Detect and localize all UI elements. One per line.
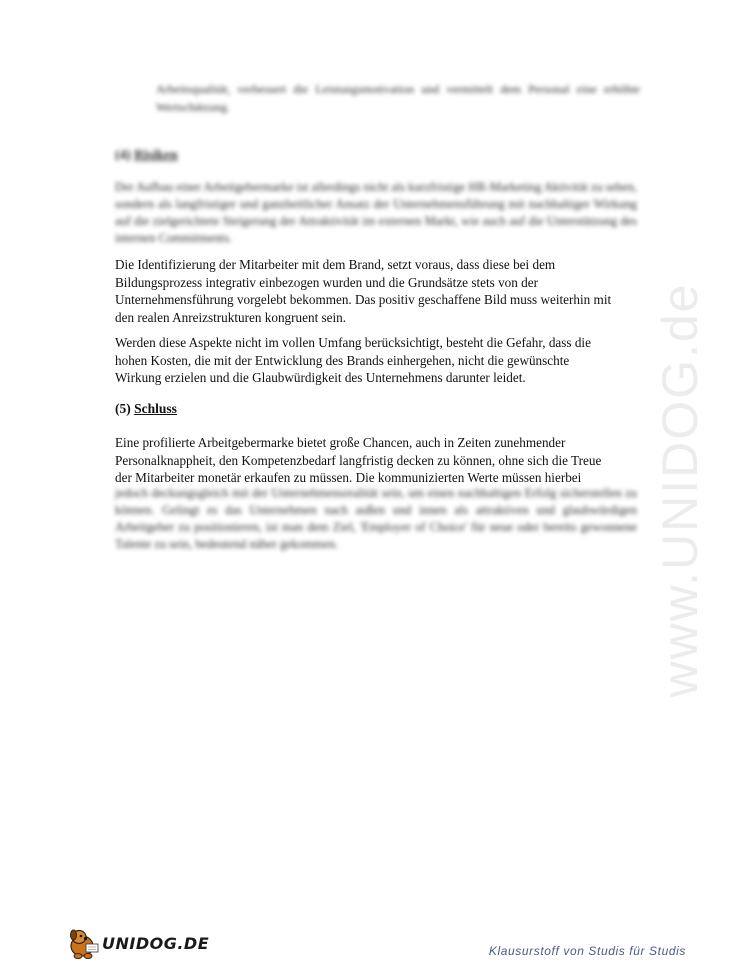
text-line: Werden diese Aspekte nicht im vollen Umfang berücksichtigt, besteht die Gefahr, dass die <box>115 335 591 350</box>
text-line: Bildungsprozess integrativ einbezogen wurden und die Grundsätze stets von der <box>115 274 538 290</box>
text-line: Eine profilierte Arbeitgebermarke bietet große Chancen, auch in Zeiten zunehmender <box>115 435 566 450</box>
unidog-logo <box>66 924 210 964</box>
text-line: den realen Anreizstrukturen kongruent sein. <box>115 309 347 325</box>
text-line: Personalknappheit, den Kompetenzbedarf langfristig decken zu können, ohne sich die Treue <box>115 452 602 468</box>
risks-heading-number: (4) <box>115 147 131 162</box>
risks-paragraph-2 <box>115 334 637 387</box>
logo-text: UNIDOG.DE <box>102 934 210 953</box>
conclusion-heading-label: Schluss <box>134 401 177 416</box>
conclusion-heading-number: (5) <box>115 401 131 416</box>
risks-heading <box>115 147 178 163</box>
conclusion-paragraph <box>115 434 637 487</box>
risks-blurred-paragraph: Der Aufbau einer Arbeitgebermarke ist allerdings nicht als kurzfristige HR-Marketing Aktivität zu sehen, sondern als langfristiger und ganzheitlicher Ansatz der Unternehmensführung mit nachhaltiger Wirkung auf die zielgerichtete Steigerung der Attraktivität im externen Markt, wie auch auf die Unterstützung des internen Commitments. <box>115 180 637 245</box>
text-line: hohen Kosten, die mit der Entwicklung des Brands einhergehen, nicht die gewünschte <box>115 352 570 368</box>
text-line: Unternehmensführung vorgelebt bekommen. Das positiv geschaffene Bild muss weiterhin mit <box>115 292 612 307</box>
text-line: Die Identifizierung der Mitarbeiter mit dem Brand, setzt voraus, dass diese bei dem <box>115 257 556 272</box>
watermark: www.UNIDOG.de <box>652 282 708 698</box>
risks-heading-label: Risiken <box>134 147 178 162</box>
dog-mascot-icon <box>66 924 102 962</box>
text-line: Wirkung erzielen und die Glaubwürdigkeit des Unternehmens darunter leidet. <box>115 370 526 385</box>
top-blurred-block: Arbeitsqualität, verbessert die Leistungsmotivation und vermittelt dem Personal eine erhöhte Wertschätzung. <box>156 82 640 114</box>
footer-tagline: Klausurstoff von Studis für Studis <box>488 944 686 958</box>
text-line: der Mitarbeiter monetär erkaufen zu müssen. Die kommunizierten Werte müssen hierbei <box>115 470 582 485</box>
risks-paragraph-1 <box>115 256 637 326</box>
conclusion-blurred-tail: jedoch deckungsgleich mit der Unternehmensrealität sein, um einen nachhaltigen Erfolg sicherstellen zu können. Gelingt es das Unternehmen nach außen und innen als attraktiven und glaubwürdigen Arbeitgeber zu positionieren, ist man dem Ziel, 'Employer of Choice' für neue oder bereits gewonnene Talente zu sein, bedeutend näher gekommen. <box>115 486 637 551</box>
conclusion-heading <box>115 401 177 417</box>
